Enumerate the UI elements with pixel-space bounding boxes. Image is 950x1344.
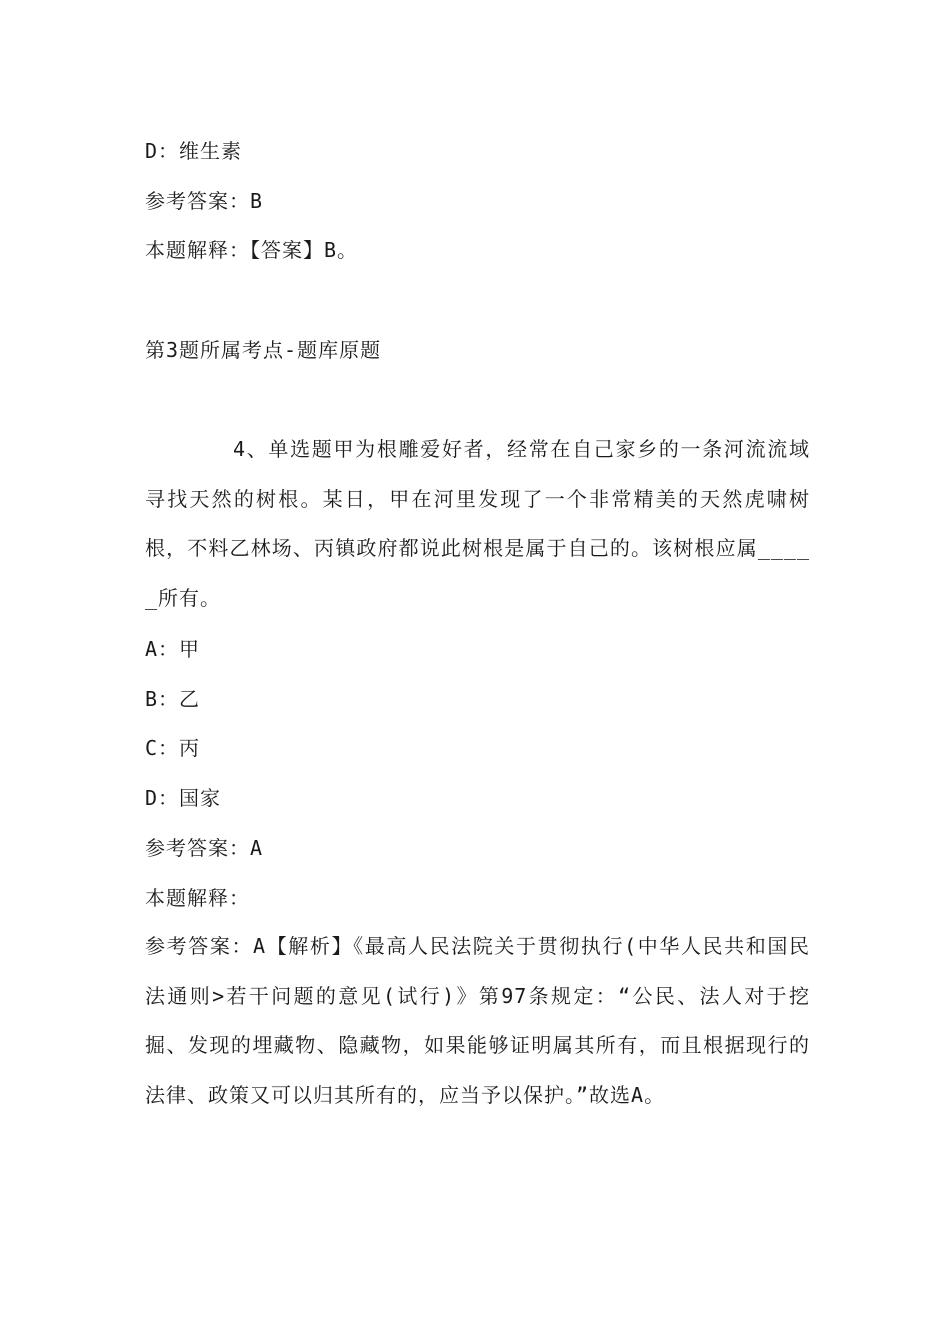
q4-explanation-label: 本题解释：	[145, 886, 250, 910]
q3-topic-note: 第3题所属考点-题库原题	[145, 338, 382, 362]
q4-option-c: C：丙	[145, 736, 201, 760]
q4-explanation-body: 参考答案：A【解析】《最高人民法院关于贯彻执行(中华人民共和国民法通则>若干问题的意见(试行)》第97条规定：“公民、法人对于挖掘、发现的埋藏物、隐藏物，如果能够证明属其所有，而且根据现行的法律、政策又可以归其所有的，应当予以保护。”故选A。	[145, 934, 810, 1107]
q4-option-a: A：甲	[145, 637, 201, 661]
q4-option-d: D：国家	[145, 786, 222, 810]
q4-answer: 参考答案：A	[145, 836, 264, 860]
q2-answer: 参考答案：B	[145, 189, 264, 213]
q4-stem: 4、单选题甲为根雕爱好者，经常在自己家乡的一条河流流域寻找天然的树根。某日，甲在河里发现了一个非常精美的天然虎啸树根，不料乙林场、丙镇政府都说此树根是属于自己的。该树根应属_____所有。	[145, 437, 810, 610]
q4-option-b: B：乙	[145, 687, 201, 711]
q2-explanation: 本题解释：【答案】B。	[145, 238, 359, 262]
q2-option-d: D：维生素	[145, 139, 243, 163]
